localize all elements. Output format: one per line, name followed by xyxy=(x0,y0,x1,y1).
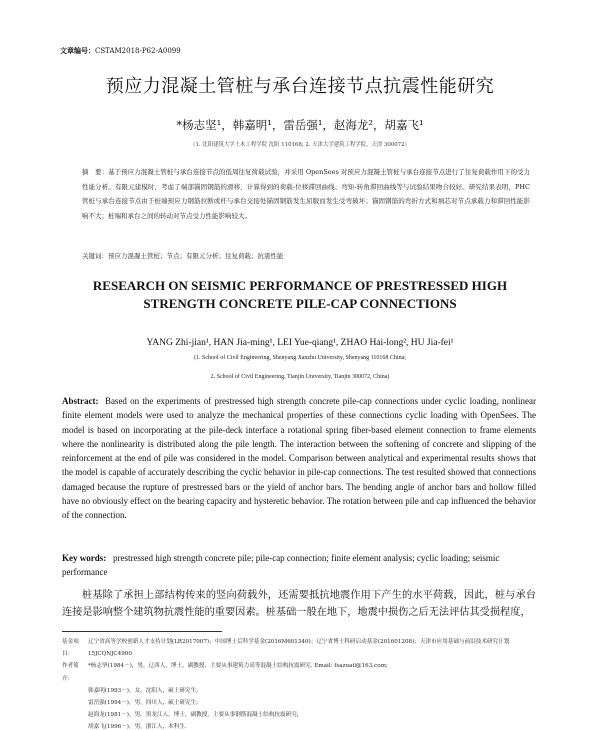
chinese-keywords xyxy=(82,251,530,260)
footnote-divider xyxy=(62,631,222,632)
chinese-authors: *杨志坚¹，韩嘉明¹，雷岳强¹，赵海龙²，胡嘉飞¹ xyxy=(176,118,424,132)
footnote-text: 韩嘉明(1993－)，女，沈阳人，硕士研究生; xyxy=(88,687,198,694)
chinese-affiliations: （1. 沈阳建筑大学土木工程学院 沈阳 110168; 2. 天津大学建筑工程学院，天津 300072） xyxy=(190,142,410,148)
chinese-keywords-label: 关键词： xyxy=(82,252,108,260)
article-number-label: 文章编号： xyxy=(60,46,95,55)
footnote-author-1 xyxy=(62,660,548,684)
english-keywords-label: Key words: xyxy=(62,553,107,563)
footnote-text: 赵海龙(1981－)，男，黑龙江人，博士，副教授，主要从事钢筋混凝土结构抗震研究; xyxy=(88,712,299,719)
footnotes xyxy=(62,636,548,730)
english-abstract xyxy=(62,394,536,523)
footnote-text: 胡嘉飞(1996－)，男，浙江人，本科生. xyxy=(88,724,187,730)
english-abstract-text: Based on the experiments of prestressed high strength concrete pile-cap connections under cyclic loading, nonlinear finite element models were used to analyze the mechanical properties of these connections cyclic loading with OpenSees. The model is based on incorporating at the pile-deck interface a rotational spring fiber-based element connection to frame elements where the nonlinearity is distributed along the pile length. The interaction between the softening of concrete and slipping of the reinforcement at the end of pile was considered in the model. Comparison between analytical and experimental results shows that the model is capable of accurately describing the cyclic behavior in pile-cap connections. The test resulted showed that connections damaged because the rupture of prestressed bars or the yield of anchor bars. The bending angle of anchor bars and hollow filled have no obviously effect on the bearing capacity and hysteretic behavior. The rotation between pile and cap influenced the behavior of the connection. xyxy=(62,396,537,521)
chinese-abstract-text: 基于预应力混凝土管桩与承台连接节点的低周往复荷载试验，并采用 OpenSees 对预应力混凝土管桩与承台连接节点进行了往复荷载作用下的受力性能分析。有限元建模时，考虑了端部锚固钢筋的滑移，计算得到的荷载-位移滞回曲线、弯矩-转角滞回曲线等与试验结果吻合较好。研究结果表明，PHC 管桩与承台连接节点由于桩端预应力钢筋拉断或杆与承台交接处锚固钢筋发生屈服而发生受弯破坏；锚固钢筋的弯折方式和填芯对节点承载力和滞回性能影响不大；桩端和承台之间的转动对节点受力性能影响较大。 xyxy=(82,168,531,220)
english-affiliation-1: (1. School of Civil Engineering, Shenyang Jianzhu University, Shenyang 110168 China; xyxy=(194,355,406,361)
english-title-line-2: STRENGTH CONCRETE PILE-CAP CONNECTIONS xyxy=(143,296,457,311)
article-number xyxy=(60,46,181,56)
chinese-title: 预应力混凝土管桩与承台连接节点抗震性能研究 xyxy=(105,76,495,97)
article-number-value: CSTAM2018-P62-A0099 xyxy=(95,47,181,55)
footnote-author-3 xyxy=(62,697,548,709)
footnote-author-5 xyxy=(62,721,548,730)
footnote-text: *杨志坚(1984－)，男，辽西人，博士，副教授，主要从事建筑力高等混凝土结构抗震研究. Email: fsazuail@163.com; xyxy=(88,663,388,670)
footnote-author-4 xyxy=(62,709,548,721)
footnote-funding xyxy=(62,636,548,660)
footnote-label: 作者简介： xyxy=(62,663,79,682)
english-keywords-text: prestressed high strength concrete pile; pile-cap connection; finite element analysis; cyclic loading; seismic performance xyxy=(62,553,500,578)
chinese-abstract xyxy=(82,165,530,223)
body-paragraph: 桩基除了承担上部结构传来的竖向荷载外，还需要抵抗地震作用下产生的水平荷载，因此，桩与承台连接是影响整个建筑物抗震性能的重要因素。桩基础一般在地下，地震中损伤之后无法评估其受损程度， xyxy=(62,590,536,618)
footnote-author-2 xyxy=(62,685,548,697)
english-authors: YANG Zhi-jian¹, HAN Jia-ming¹, LEI Yue-qiang¹, ZHAO Hai-long², HU Jia-fei¹ xyxy=(146,338,454,348)
chinese-keywords-text: 预应力混凝土管桩；节点；有限元分析；往复荷载；抗震性能 xyxy=(108,252,284,260)
footnote-label: 基金项目： xyxy=(62,639,79,658)
footnote-text: 辽宁省高等学校创新人才支持计划(LR2017007)；中国博士后科学基金(2016M601340)；辽宁省博士科研启动基金(201601208)；天津市应用基础与前沿技术研究计划 15JCQNJC4900 xyxy=(88,639,510,658)
english-keywords xyxy=(62,551,536,580)
english-title xyxy=(0,277,600,313)
chinese-abstract-label: 摘 要： xyxy=(82,168,109,176)
english-affiliation-2: 2. School of Civil Engineering, Tianjin University, Tianjin 300072, China) xyxy=(210,374,390,380)
english-abstract-label: Abstract: xyxy=(62,396,99,406)
english-title-line-1: RESEARCH ON SEISMIC PERFORMANCE OF PRESTRESSED HIGH xyxy=(92,278,508,293)
footnote-text: 雷岳强(1994－)，男，四川人，硕士研究生; xyxy=(88,700,198,707)
